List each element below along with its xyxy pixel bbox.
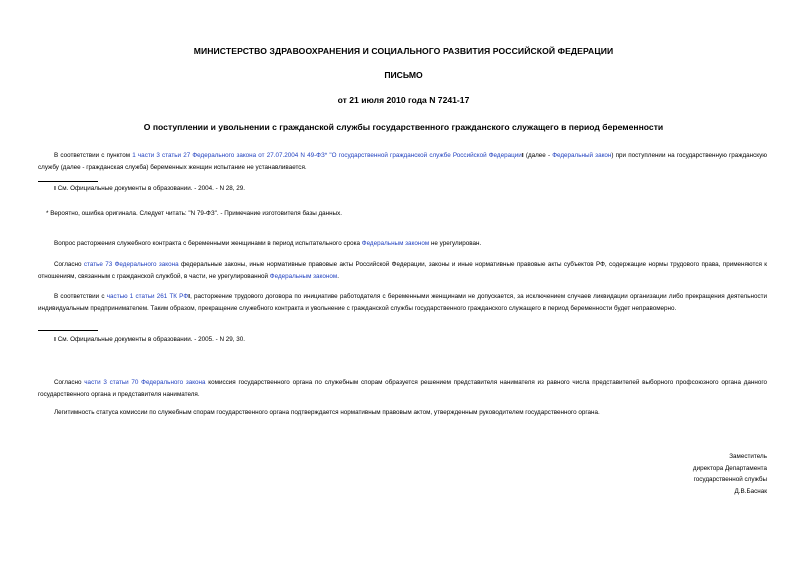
footnote-1-marker: ı <box>54 185 56 192</box>
signature-name: Д.В.Баснак <box>734 487 767 495</box>
paragraph-4-text-b: , расторжение трудового договора по инициативе работодателя с беременными женщинами не допускается, за исключением случаев ликвидации организации либо прекращения деятельности индивидуальным предпринимателем. Таким образом, прекращение служебного контракта и увольнение с гражданской службы государственного гражданского служащего в период беременности будет неправомерно. <box>38 293 768 312</box>
federal-law-link-2[interactable]: Федеральным законом <box>361 240 430 247</box>
document-type: ПИСЬМО <box>384 70 423 80</box>
federal-law-link[interactable]: Федеральный закон <box>552 152 612 159</box>
document-date-number: от 21 июля 2010 года N 7241-17 <box>337 95 470 105</box>
paragraph-3 <box>38 259 767 282</box>
labor-code-261-link[interactable]: частью 1 статьи 261 ТК РФ <box>106 293 189 300</box>
paragraph-3-text-c: . <box>337 272 339 280</box>
paragraph-5 <box>38 377 767 400</box>
signature-department: директора Департамента <box>692 464 767 472</box>
paragraph-4 <box>38 291 767 314</box>
footnote-3-marker: ı <box>54 336 56 343</box>
paragraph-3-text-b: федеральные законы, иные нормативные правовые акты Российской Федерации, законы и иные нормативные правовые акты субъектов РФ, содержащие нормы трудового права, применяются к отношениям, связанным с гражданской службой, в части, не урегулированной <box>38 261 768 280</box>
signature-service: государственной службы <box>693 476 767 484</box>
law-49fz-link[interactable]: 1 части 3 статьи 27 Федерального закона от 27.07.2004 N 49-ФЗ* "О государственной гражданской службе Российской Федерации <box>132 152 522 159</box>
paragraph-2 <box>38 238 767 250</box>
footnote-3 <box>54 334 245 345</box>
paragraph-1-text-b: (далее - <box>523 152 553 159</box>
paragraph-5-text-b: комиссия государственного органа по служебным спорам образуется решением представителя нанимателя из равного числа представителей выборного профсоюзного органа данного государственного органа и представителя нанимателя. <box>38 379 768 398</box>
signature-position: Заместитель <box>729 453 767 460</box>
footnote-marker-2[interactable]: ı <box>188 293 191 300</box>
footnote-divider-1 <box>38 181 98 182</box>
paragraph-4-text-a: В соответствии с <box>54 293 107 300</box>
paragraph-5-text-a: Согласно <box>54 379 85 386</box>
footnote-marker-1[interactable]: ı <box>521 152 524 159</box>
paragraph-2-text-a: Вопрос расторжения служебного контракта с беременными женщинами в период испытательного срока <box>54 240 362 247</box>
paragraph-6: Легитимность статуса комиссии по служебным спорам государственного органа подтверждается нормативным правовым актом, утвержденным руководителем государственного органа. <box>54 409 600 416</box>
paragraph-1 <box>38 150 767 173</box>
paragraph-3-text-a: Согласно <box>54 261 84 268</box>
footnote-1 <box>54 183 245 194</box>
footnote-2: * Вероятно, ошибка оригинала. Следует читать: "N 79-ФЗ". - Примечание изготовителя базы данных. <box>46 210 343 217</box>
paragraph-2-text-b: не урегулирован. <box>429 240 482 247</box>
footnote-1-text: См. Официальные документы в образовании. - 2004. - N 28, 29. <box>55 185 246 192</box>
ministry-heading: МИНИСТЕРСТВО ЗДРАВООХРАНЕНИЯ И СОЦИАЛЬНОГО РАЗВИТИЯ РОССИЙСКОЙ ФЕДЕРАЦИИ <box>193 46 614 56</box>
signature-block <box>693 451 767 497</box>
footnote-divider-2 <box>38 330 98 331</box>
document-subject: О поступлении и увольнении с гражданской службы государственного гражданского служащего в период беременности <box>143 122 664 132</box>
footnote-3-text: См. Официальные документы в образовании. - 2005. - N 29, 30. <box>55 336 246 343</box>
federal-law-link-3[interactable]: Федеральным законом <box>269 272 338 280</box>
paragraph-1-text-c: ) при поступлении на государственную гражданскую службу (далее - гражданская служба) беременных женщин испытание не устанавливается. <box>38 152 767 171</box>
paragraph-1-text-a: В соответствии с пунктом <box>54 152 133 159</box>
article-73-link[interactable]: статье 73 Федерального закона <box>83 261 179 268</box>
article-70-link[interactable]: части 3 статьи 70 Федерального закона <box>84 379 206 386</box>
